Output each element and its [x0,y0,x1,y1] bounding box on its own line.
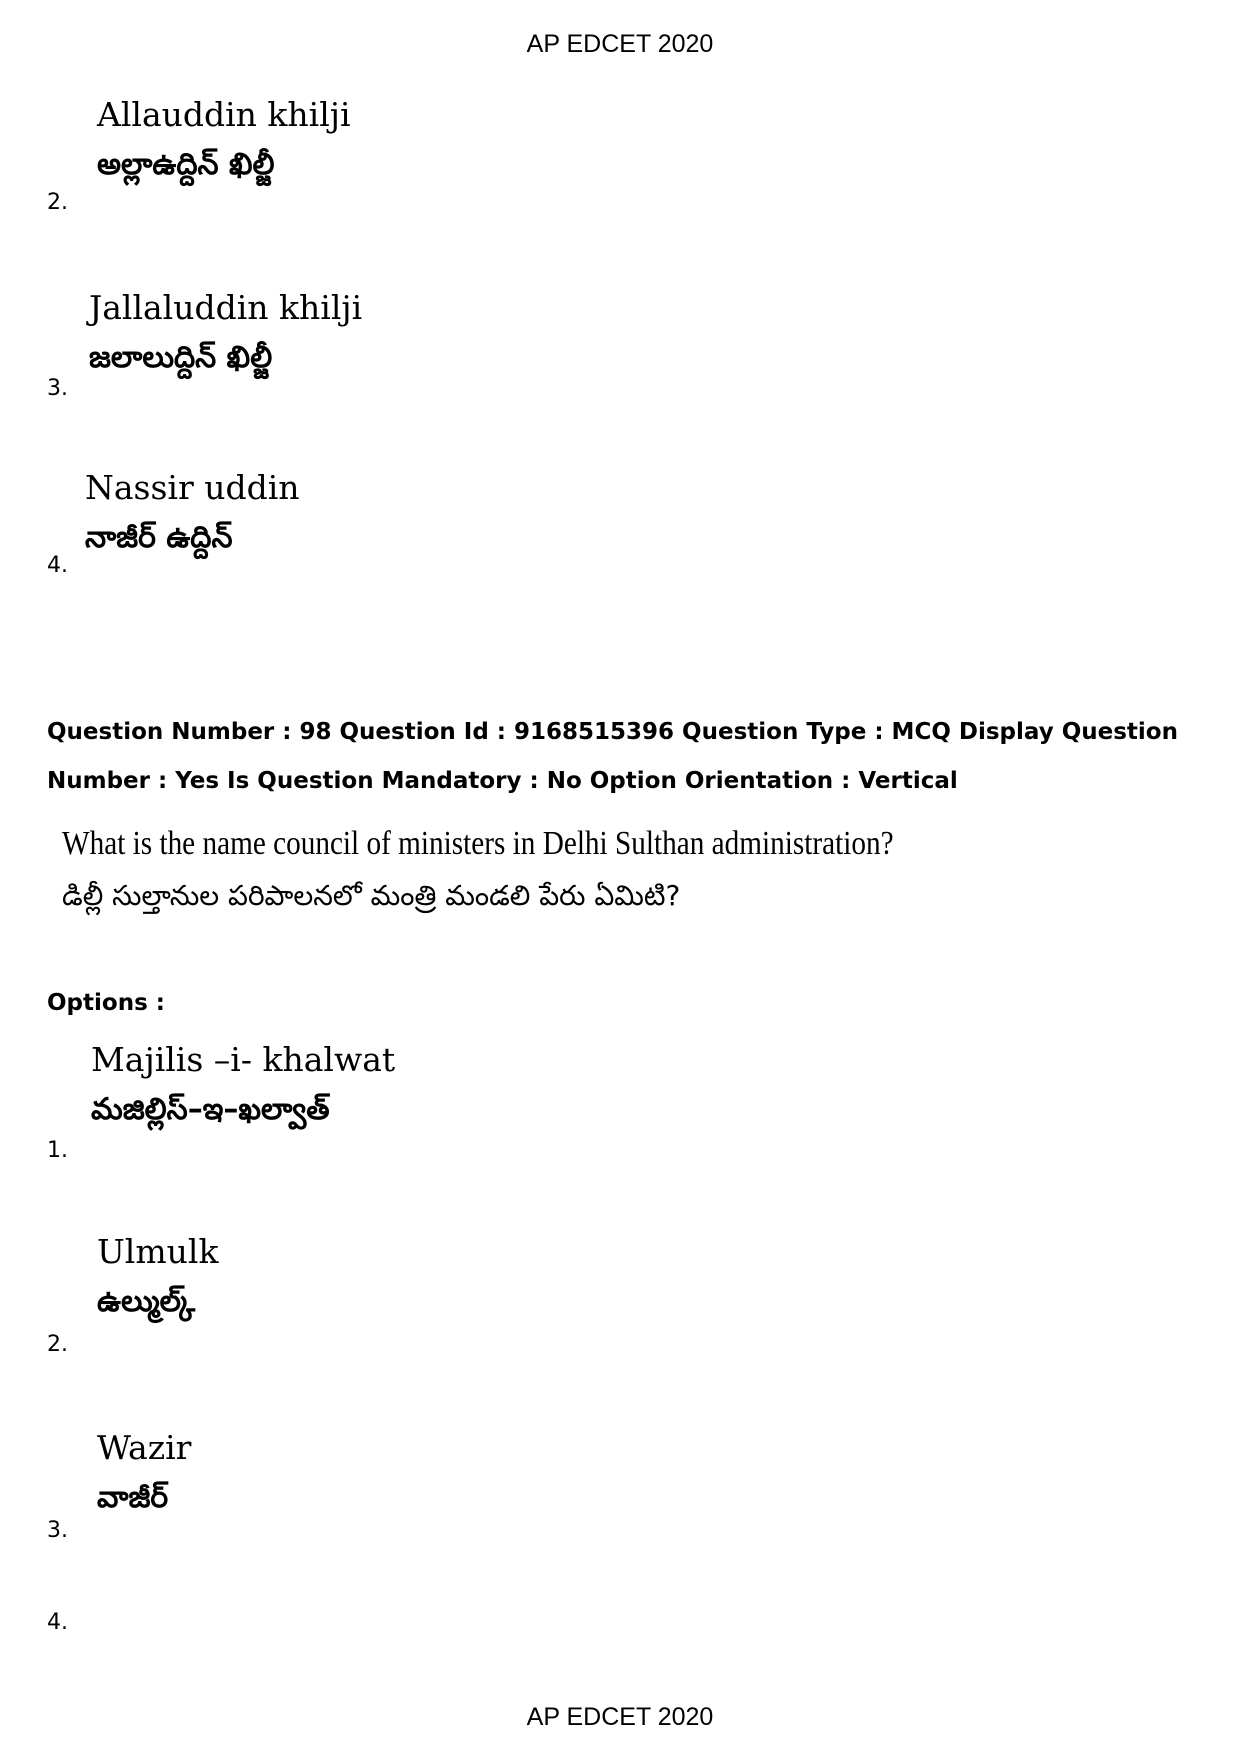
option-text-telugu: నాజీర్ ఉద్దిన్ [85,520,233,555]
option-text-english: Jallaluddin khilji [89,288,363,327]
option-text-english: Majilis –i- khalwat [91,1040,396,1079]
option-text-english: Ulmulk [97,1232,219,1271]
question-text-english: What is the name council of ministers in Delhi Sulthan administration? [62,825,894,862]
option-number: 3. [47,376,68,401]
option-text-english: Nassir uddin [85,468,300,507]
question-meta: Question Number : 98 Question Id : 9168515396 Question Type : MCQ Display Question Number : Yes Is Question Mandatory : No Option Orientation : Vertical [47,719,1178,794]
option-number: 3. [47,1518,68,1543]
option-number: 1. [47,1138,68,1163]
option-text-english: Wazir [97,1428,192,1467]
option-number: 4. [47,1610,68,1635]
option-number: 4. [47,553,68,578]
page-header: AP EDCET 2020 [526,30,714,58]
option-text-telugu: వాజీర్ [97,1480,169,1515]
option-text-telugu: అల్లాఉద్దిన్ ఖిల్జీ [97,147,275,182]
question-text-telugu: డిల్లీ సుల్తానుల పరిపాలనలో మంత్రి మండలి పేరు ఏమిటి? [62,879,681,912]
options-label: Options : [47,990,165,1016]
option-text-telugu: ఉల్ముల్క్ [97,1284,196,1319]
option-text-english: Allauddin khilji [97,95,351,134]
page-footer: AP EDCET 2020 [526,1703,714,1731]
option-number: 2. [47,190,68,215]
option-text-telugu: మజిల్లిస్–ఇ–ఖల్వాత్ [91,1092,330,1127]
option-text-telugu: జలాలుద్దిన్ ఖిల్జీ [89,340,273,375]
option-number: 2. [47,1332,68,1357]
